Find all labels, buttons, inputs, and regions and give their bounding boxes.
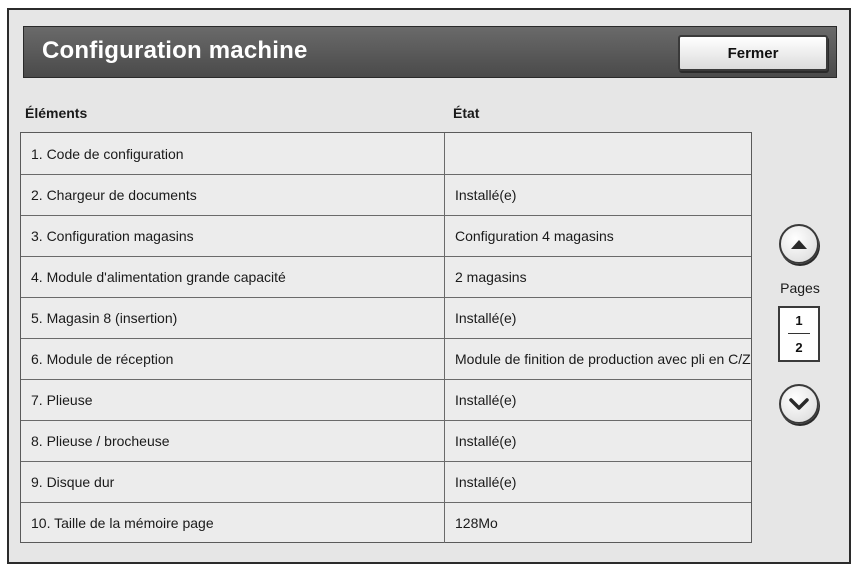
row-state: Configuration 4 magasins xyxy=(444,216,751,256)
row-item: 3. Configuration magasins xyxy=(31,228,194,244)
page-indicator xyxy=(778,306,820,362)
table-row[interactable] xyxy=(21,133,751,174)
chevron-down-icon xyxy=(788,396,810,412)
row-state: Installé(e) xyxy=(444,380,751,420)
row-state: 128Mo xyxy=(444,503,751,543)
row-item: 9. Disque dur xyxy=(31,474,115,490)
table-row[interactable] xyxy=(21,338,751,379)
row-state: Module de finition de production avec pli en C/Z xyxy=(444,339,751,379)
config-table xyxy=(20,132,752,543)
row-state: Installé(e) xyxy=(444,298,751,338)
column-header-items: Éléments xyxy=(25,105,88,121)
row-item: 8. Plieuse / brocheuse xyxy=(31,433,170,449)
row-item: 1. Code de configuration xyxy=(31,145,184,162)
scroll-up-button[interactable] xyxy=(779,224,819,264)
row-state: Installé(e) xyxy=(444,421,751,461)
table-row[interactable] xyxy=(21,379,751,420)
row-state: Installé(e) xyxy=(444,175,751,215)
row-item: 7. Plieuse xyxy=(31,392,93,408)
row-item: 2. Chargeur de documents xyxy=(31,187,197,203)
row-state xyxy=(444,133,751,174)
current-page: 1 xyxy=(795,313,803,328)
table-row[interactable] xyxy=(21,502,751,543)
title-bar xyxy=(23,26,837,78)
total-pages: 2 xyxy=(795,340,803,355)
table-row[interactable] xyxy=(21,461,751,502)
row-item: 10. Taille de la mémoire page xyxy=(31,515,214,531)
page-title: Configuration machine xyxy=(42,37,308,64)
row-item: 6. Module de réception xyxy=(31,351,174,367)
triangle-up-icon xyxy=(789,237,809,251)
row-state: 2 magasins xyxy=(444,257,751,297)
close-button[interactable]: Fermer xyxy=(678,35,828,71)
row-state: Installé(e) xyxy=(444,462,751,502)
table-row[interactable] xyxy=(21,174,751,215)
table-row[interactable] xyxy=(21,215,751,256)
machine-config-screen xyxy=(7,8,851,564)
table-row[interactable] xyxy=(21,297,751,338)
table-row[interactable] xyxy=(21,256,751,297)
scroll-down-button[interactable] xyxy=(779,384,819,424)
row-item: 4. Module d'alimentation grande capacité xyxy=(31,269,286,285)
pages-label: Pages xyxy=(780,280,820,296)
row-item: 5. Magasin 8 (insertion) xyxy=(31,310,178,326)
column-header-state: État xyxy=(453,105,480,121)
table-row[interactable] xyxy=(21,420,751,461)
page-divider xyxy=(788,333,810,334)
